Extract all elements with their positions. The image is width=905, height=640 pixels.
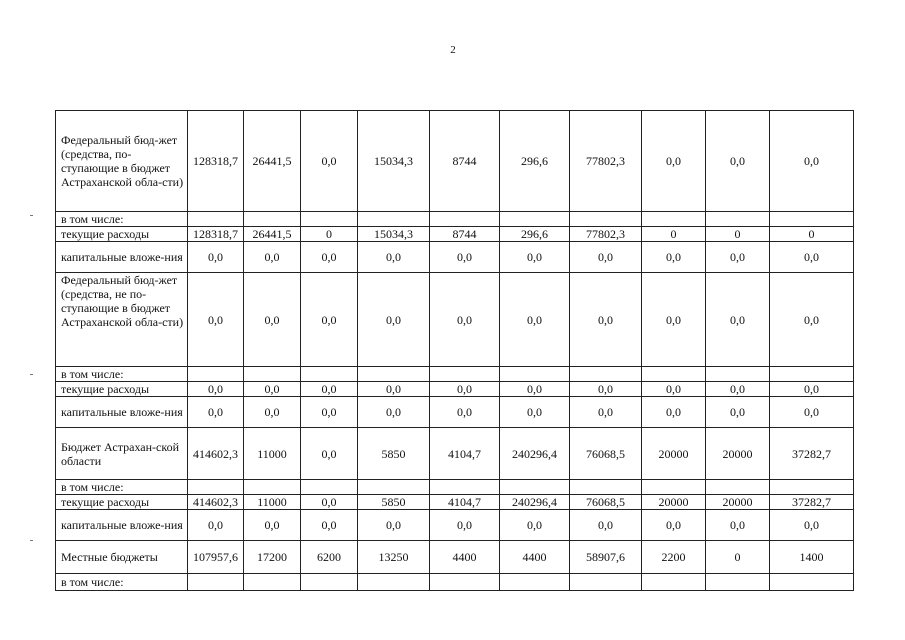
row-label: текущие расходы [56, 382, 188, 397]
table-row [56, 428, 854, 480]
table-cell: 4400 [430, 541, 500, 574]
table-cell: 0,0 [770, 242, 854, 273]
table-cell [706, 480, 770, 495]
table-cell: 0,0 [430, 242, 500, 273]
table-cell [430, 480, 500, 495]
table-cell: 0,0 [188, 273, 244, 367]
row-label: текущие расходы [56, 495, 188, 510]
row-label: в том числе: [56, 367, 188, 382]
table-cell: 5850 [358, 428, 430, 480]
table-cell: 0,0 [570, 242, 642, 273]
table-cell: 26441,5 [244, 111, 301, 212]
table-cell [358, 574, 430, 591]
table-row [56, 367, 854, 382]
table-cell [188, 480, 244, 495]
table-cell [430, 212, 500, 227]
table-cell: 0,0 [188, 382, 244, 397]
table-cell: 296,6 [500, 227, 570, 242]
table-row [56, 574, 854, 591]
table-cell [358, 367, 430, 382]
table-cell [770, 212, 854, 227]
table-cell: 0,0 [358, 397, 430, 428]
table-cell: 0,0 [301, 397, 358, 428]
table-cell: 0,0 [358, 273, 430, 367]
table-cell [430, 367, 500, 382]
table-cell: 0,0 [500, 382, 570, 397]
table-cell: 0,0 [500, 510, 570, 541]
table-cell [188, 212, 244, 227]
table-cell [570, 367, 642, 382]
table-cell: 11000 [244, 495, 301, 510]
table-cell [706, 212, 770, 227]
table-cell: 414602,3 [188, 495, 244, 510]
table-cell: 0,0 [642, 382, 706, 397]
table-cell: 0,0 [770, 382, 854, 397]
table-cell: 1400 [770, 541, 854, 574]
table-cell [358, 212, 430, 227]
table-cell: 0,0 [244, 510, 301, 541]
table-row [56, 382, 854, 397]
table-cell: 0,0 [301, 242, 358, 273]
table-cell: 0,0 [570, 382, 642, 397]
table-cell: 0,0 [301, 273, 358, 367]
table-row [56, 480, 854, 495]
row-label: капитальные вложе-ния [56, 397, 188, 428]
table-row [56, 273, 854, 367]
row-label: капитальные вложе-ния [56, 242, 188, 273]
row-label: Федеральный бюд-жет (средства, не по-ступающие в бюджет Астраханской обла-сти) [56, 273, 188, 367]
table-cell: 0,0 [642, 242, 706, 273]
table-cell: 128318,7 [188, 227, 244, 242]
row-label: Федеральный бюд-жет (средства, по-ступающие в бюджет Астраханской обла-сти) [56, 111, 188, 212]
table-cell: 8744 [430, 227, 500, 242]
table-row [56, 212, 854, 227]
table-cell: 6200 [301, 541, 358, 574]
table-cell [188, 574, 244, 591]
table-cell: 0,0 [188, 510, 244, 541]
row-label: в том числе: [56, 480, 188, 495]
table-cell [188, 367, 244, 382]
table-cell [301, 367, 358, 382]
table-cell: 0,0 [244, 273, 301, 367]
table-cell: 0 [770, 227, 854, 242]
table-cell: 0,0 [642, 273, 706, 367]
row-label: текущие расходы [56, 227, 188, 242]
table-cell [642, 367, 706, 382]
table-cell [500, 574, 570, 591]
table-cell: 0,0 [358, 382, 430, 397]
row-label: Бюджет Астрахан-ской области [56, 428, 188, 480]
table-cell [244, 212, 301, 227]
table-cell [500, 367, 570, 382]
table-cell: 107957,6 [188, 541, 244, 574]
table-row [56, 541, 854, 574]
table-cell: 0,0 [500, 397, 570, 428]
table-cell: 11000 [244, 428, 301, 480]
page-number: 2 [450, 44, 456, 56]
table-cell: 0,0 [706, 111, 770, 212]
scan-mark [30, 215, 33, 216]
table-cell: 0,0 [570, 273, 642, 367]
table-cell: 0,0 [770, 397, 854, 428]
table-cell: 128318,7 [188, 111, 244, 212]
row-label: в том числе: [56, 574, 188, 591]
table-cell: 0,0 [770, 111, 854, 212]
table-cell: 0,0 [642, 397, 706, 428]
table-cell: 15034,3 [358, 111, 430, 212]
table-cell: 0,0 [430, 382, 500, 397]
table-cell: 0,0 [430, 397, 500, 428]
table-cell: 0 [706, 227, 770, 242]
table-cell: 77802,3 [570, 227, 642, 242]
table-row [56, 111, 854, 212]
table-cell: 15034,3 [358, 227, 430, 242]
table-cell: 0,0 [244, 242, 301, 273]
table-cell: 13250 [358, 541, 430, 574]
row-label: в том числе: [56, 212, 188, 227]
table-cell: 0,0 [188, 397, 244, 428]
table-cell: 0,0 [570, 510, 642, 541]
table-cell: 0,0 [500, 242, 570, 273]
table-cell: 77802,3 [570, 111, 642, 212]
table-cell: 240296,4 [500, 495, 570, 510]
table-cell: 20000 [642, 428, 706, 480]
table-cell: 76068,5 [570, 495, 642, 510]
table-cell: 4104,7 [430, 495, 500, 510]
table-cell [706, 574, 770, 591]
table-cell: 0 [301, 227, 358, 242]
table-cell: 0,0 [642, 510, 706, 541]
table-cell [244, 367, 301, 382]
budget-table [55, 110, 854, 591]
table-cell [570, 480, 642, 495]
table-cell [570, 212, 642, 227]
table-cell: 0,0 [642, 111, 706, 212]
row-label: Местные бюджеты [56, 541, 188, 574]
table-cell [430, 574, 500, 591]
table-cell: 0,0 [358, 510, 430, 541]
table-cell: 0 [706, 541, 770, 574]
table-cell: 0,0 [706, 510, 770, 541]
table-cell: 0,0 [188, 242, 244, 273]
table-cell [244, 480, 301, 495]
table-cell: 5850 [358, 495, 430, 510]
table-cell [500, 480, 570, 495]
table-cell [706, 367, 770, 382]
table-cell: 0,0 [244, 397, 301, 428]
table-cell [770, 574, 854, 591]
table-cell [642, 212, 706, 227]
table-cell [301, 574, 358, 591]
table-cell: 2200 [642, 541, 706, 574]
table-cell [770, 480, 854, 495]
table-cell [642, 480, 706, 495]
table-cell [301, 212, 358, 227]
table-row [56, 495, 854, 510]
table-row [56, 397, 854, 428]
table-cell: 0,0 [301, 495, 358, 510]
table-cell [358, 480, 430, 495]
table-cell: 0,0 [706, 273, 770, 367]
table-cell: 0,0 [301, 382, 358, 397]
table-row [56, 242, 854, 273]
table-cell: 8744 [430, 111, 500, 212]
table-cell: 26441,5 [244, 227, 301, 242]
table-cell: 0,0 [500, 273, 570, 367]
table-cell: 0,0 [244, 382, 301, 397]
scan-mark [30, 540, 33, 541]
table-cell [244, 574, 301, 591]
table-cell: 0,0 [706, 382, 770, 397]
table-cell: 20000 [642, 495, 706, 510]
table-cell [500, 212, 570, 227]
table-cell: 240296,4 [500, 428, 570, 480]
table-cell: 0 [642, 227, 706, 242]
table-cell: 296,6 [500, 111, 570, 212]
table-cell: 0,0 [301, 111, 358, 212]
table-cell: 17200 [244, 541, 301, 574]
table-cell: 37282,7 [770, 428, 854, 480]
table-cell: 0,0 [706, 242, 770, 273]
scan-mark [30, 374, 33, 375]
table-cell: 0,0 [301, 428, 358, 480]
table-row [56, 510, 854, 541]
table-cell: 0,0 [706, 397, 770, 428]
table-cell: 76068,5 [570, 428, 642, 480]
table-row [56, 227, 854, 242]
table-cell [770, 367, 854, 382]
table-cell: 20000 [706, 495, 770, 510]
table-cell: 0,0 [430, 273, 500, 367]
table-cell: 0,0 [570, 397, 642, 428]
table-cell: 58907,6 [570, 541, 642, 574]
row-label: капитальные вложе-ния [56, 510, 188, 541]
table-cell: 37282,7 [770, 495, 854, 510]
table-cell: 4104,7 [430, 428, 500, 480]
table-cell [570, 574, 642, 591]
table-cell: 0,0 [358, 242, 430, 273]
table-cell: 0,0 [770, 510, 854, 541]
table-cell: 4400 [500, 541, 570, 574]
table-cell: 414602,3 [188, 428, 244, 480]
table-cell [301, 480, 358, 495]
table-cell: 0,0 [770, 273, 854, 367]
table-cell: 20000 [706, 428, 770, 480]
table-cell: 0,0 [430, 510, 500, 541]
table-cell: 0,0 [301, 510, 358, 541]
table-cell [642, 574, 706, 591]
